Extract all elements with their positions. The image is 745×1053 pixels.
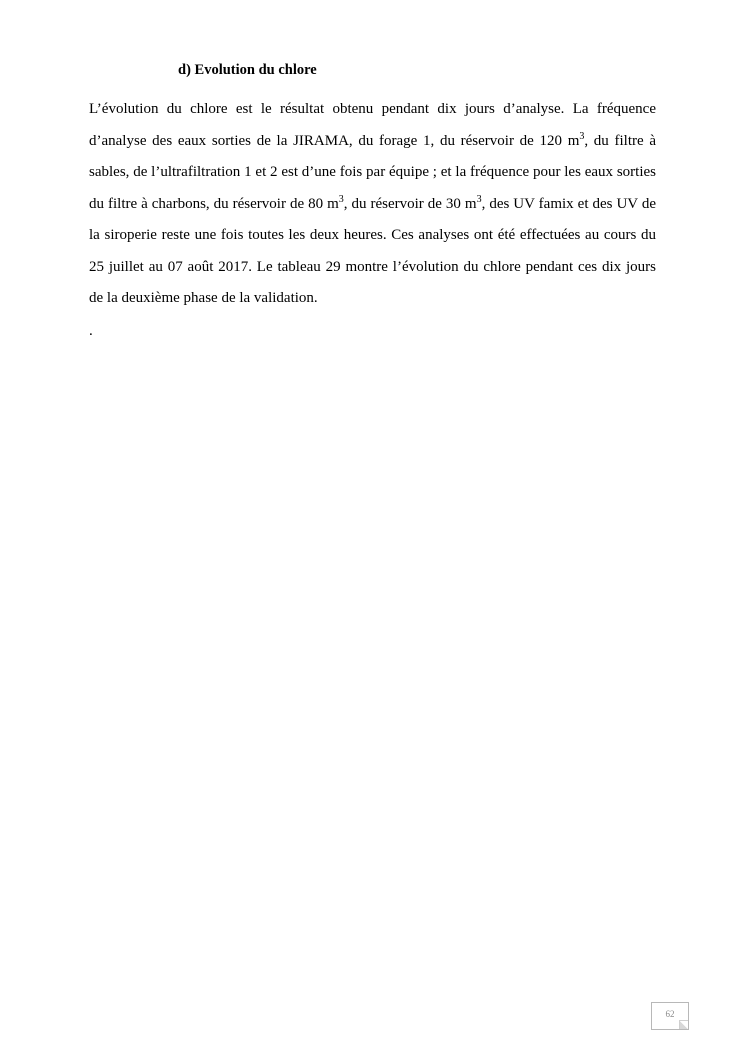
superscript-unit: 3 bbox=[476, 193, 482, 205]
superscript-unit: 3 bbox=[338, 193, 344, 205]
section-heading: d) Evolution du chlore bbox=[178, 62, 317, 78]
page-corner-fold-icon bbox=[679, 1020, 688, 1029]
page-content bbox=[89, 60, 656, 345]
page-number-badge bbox=[651, 1002, 689, 1030]
body-paragraph: L’évolution du chlore est le résultat obtenu pendant dix jours d’analyse. La fréquence d’analyse des eaux sorties de la JIRAMA, du forage 1, du réservoir de 120 $m^3$, du filtre à sables, de l’ultrafiltration 1 et 2 est d’une fois par équipe ; et la fréquence pour les eaux sorties du filtre à charbons, du réservoir de 80 $m^3$, du réservoir de 30 $m^3$, des UV famix et des UV de la siroperie reste une fois toutes les deux heures. Ces analyses ont été effectuées au cours du 25 juillet au 07 août 2017. Le tableau 29 montre l’évolution du chlore pendant ces dix jours de la deuxième phase de la validation. bbox=[89, 101, 656, 307]
trailing-period: . bbox=[89, 322, 93, 339]
page-number-label: 62 bbox=[665, 1009, 675, 1019]
superscript-unit: 3 bbox=[579, 130, 585, 142]
